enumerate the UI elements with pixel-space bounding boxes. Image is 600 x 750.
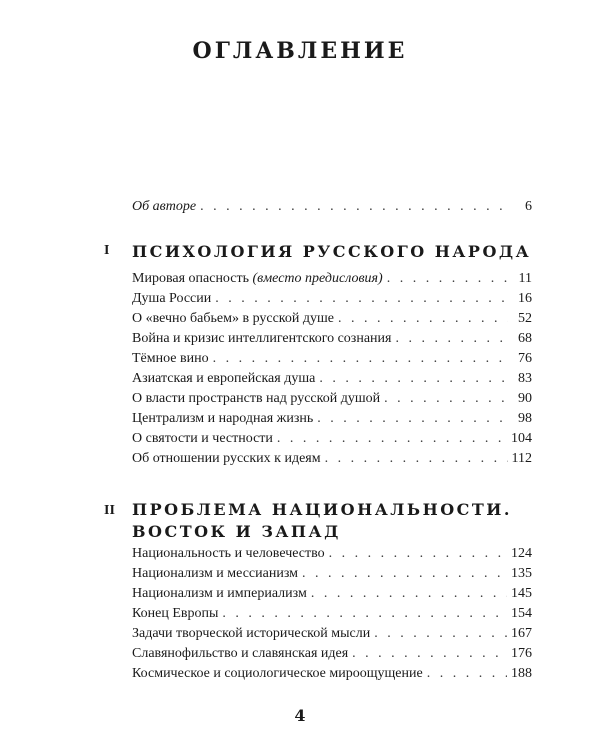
page-number: 4 xyxy=(294,706,306,725)
toc-entry-page: 76 xyxy=(518,351,532,366)
toc-leader-dots xyxy=(329,545,507,563)
toc-leader-dots xyxy=(338,310,508,328)
toc-entry-page: 104 xyxy=(511,431,532,446)
part-title: ПРОБЛЕМА НАЦИОНАЛЬНОСТИ. xyxy=(132,500,512,519)
toc-leader-dots xyxy=(319,370,508,388)
part-number: I xyxy=(104,243,110,258)
toc-leader-dots xyxy=(352,645,507,663)
toc-leader-dots xyxy=(325,450,508,468)
toc-entry[interactable] xyxy=(132,645,532,663)
toc-entry-label: Душа России xyxy=(132,291,212,306)
toc-entry[interactable] xyxy=(132,545,532,563)
toc-leader-dots xyxy=(395,330,508,348)
toc-entry[interactable] xyxy=(132,605,532,623)
toc-entry-page: 83 xyxy=(518,371,532,386)
toc-entry[interactable] xyxy=(132,370,532,388)
toc-entry-label: Национализм и империализм xyxy=(132,586,307,601)
toc-entry-label: Война и кризис интеллигентского сознания xyxy=(132,331,392,346)
toc-leader-dots xyxy=(311,585,507,603)
toc-entry[interactable] xyxy=(132,625,532,643)
part-title-line-2: ВОСТОК И ЗАПАД xyxy=(132,522,341,541)
toc-entry-label: Об отношении русских к идеям xyxy=(132,451,321,466)
toc-leader-dots xyxy=(317,410,508,428)
toc-entry-label: Национализм и мессианизм xyxy=(132,566,299,581)
toc-entry-label: Тёмное вино xyxy=(132,351,209,366)
toc-leader-dots xyxy=(200,198,508,216)
toc-entry[interactable] xyxy=(132,350,532,368)
toc-entry-page: 188 xyxy=(511,666,532,681)
toc-entry-label: Задачи творческой исторической мысли xyxy=(132,626,371,641)
toc-entry[interactable] xyxy=(132,565,532,583)
toc-entry-page: 16 xyxy=(518,291,532,306)
toc-entry-label: О «вечно бабьем» в русской душе xyxy=(132,311,335,326)
toc-leader-dots xyxy=(427,665,507,683)
page-title: ОГЛАВЛЕНИЕ xyxy=(192,38,408,64)
toc-entry-label: Мировая опасность (вместо предисловия) xyxy=(132,271,383,286)
toc-entry[interactable] xyxy=(132,410,532,428)
toc-entry-page: 98 xyxy=(518,411,532,426)
toc-entry-page: 167 xyxy=(511,626,532,641)
toc-entry-page: 6 xyxy=(525,199,532,214)
toc-entry[interactable] xyxy=(132,310,532,328)
toc-leader-dots xyxy=(215,290,508,308)
toc-entry-page: 176 xyxy=(511,646,532,661)
toc-entry[interactable] xyxy=(132,665,532,683)
toc-entry-page: 90 xyxy=(518,391,532,406)
toc-entry[interactable] xyxy=(132,390,532,408)
toc-entry-page: 52 xyxy=(518,311,532,326)
toc-leader-dots xyxy=(302,565,507,583)
toc-leader-dots xyxy=(277,430,507,448)
toc-leader-dots xyxy=(374,625,507,643)
toc-entry-label: Конец Европы xyxy=(132,606,219,621)
toc-entry[interactable] xyxy=(132,290,532,308)
toc-entry-label: Космическое и социологическое мироощущение xyxy=(132,666,423,681)
toc-entry-label: О святости и честности xyxy=(132,431,273,446)
toc-entry-label: Об авторе xyxy=(132,199,197,214)
toc-entry-page: 124 xyxy=(511,546,532,561)
toc-entry-label: Славянофильство и славянская идея xyxy=(132,646,349,661)
toc-entry-page: 68 xyxy=(518,331,532,346)
toc-leader-dots xyxy=(384,390,508,408)
toc-leader-dots xyxy=(387,270,508,288)
toc-entry-about-author[interactable] xyxy=(132,198,532,216)
toc-entry-page: 154 xyxy=(511,606,532,621)
toc-entry-label: Централизм и народная жизнь xyxy=(132,411,314,426)
toc-entry-page: 135 xyxy=(511,566,532,581)
toc-entry[interactable] xyxy=(132,585,532,603)
toc-entry-page: 11 xyxy=(518,271,532,286)
toc-leader-dots xyxy=(213,350,508,368)
toc-entry-page: 112 xyxy=(511,451,532,466)
part-number: II xyxy=(104,503,115,518)
toc-entry-label: Азиатская и европейская душа xyxy=(132,371,316,386)
toc-entry[interactable] xyxy=(132,430,532,448)
toc-entry-label: Национальность и человечество xyxy=(132,546,325,561)
toc-entry[interactable] xyxy=(132,330,532,348)
toc-entry-label: О власти пространств над русской душой xyxy=(132,391,381,406)
toc-leader-dots xyxy=(222,605,507,623)
toc-entry-page: 145 xyxy=(511,586,532,601)
part-title: ПСИХОЛОГИЯ РУССКОГО НАРОДА xyxy=(132,242,532,261)
toc-entry[interactable] xyxy=(132,450,532,468)
toc-entry[interactable] xyxy=(132,270,532,288)
toc-entry-note: (вместо предисловия) xyxy=(252,271,383,286)
